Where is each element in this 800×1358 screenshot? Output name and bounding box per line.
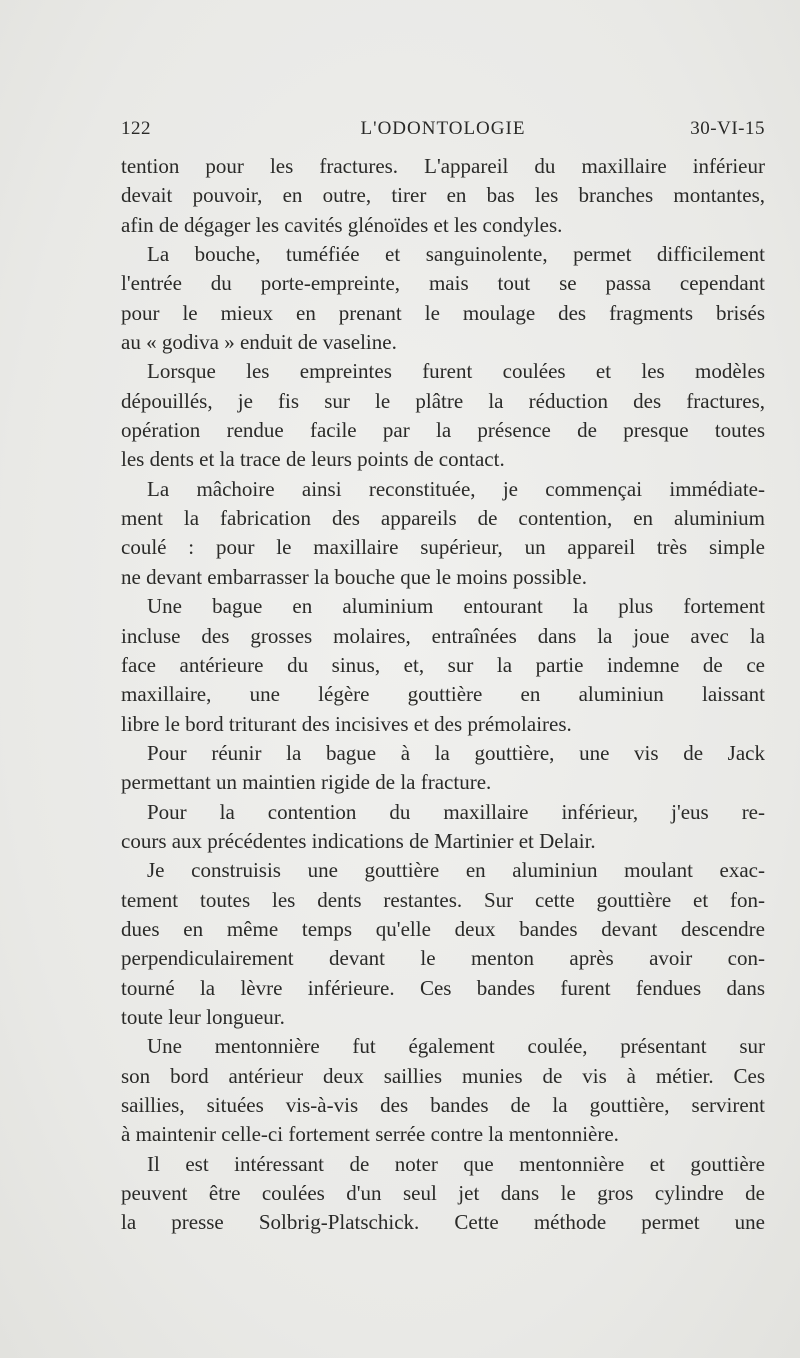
text-line: Pour la contention du maxillaire inférieur, j'eus re- [147, 799, 765, 824]
text-line: dépouillés, je fis sur le plâtre la réduction des fractures, [121, 388, 765, 413]
text-line: son bord antérieur deux saillies munies de vis à métier. Ces [121, 1063, 765, 1088]
issue-date: 30-VI-15 [690, 118, 765, 139]
text-line: opération rendue facile par la présence de presque toutes [121, 418, 765, 443]
text-line: à maintenir celle-ci fortement serrée contre la mentonnière. [121, 1122, 619, 1147]
text-line: coulé : pour le maxillaire supérieur, un appareil très simple [121, 535, 765, 560]
text-line: face antérieure du sinus, et, sur la partie indemne de ce [121, 652, 765, 677]
text-line: permettant un maintien rigide de la fracture. [121, 770, 492, 795]
text-line: les dents et la trace de leurs points de contact. [121, 447, 505, 472]
text-line: Lorsque les empreintes furent coulées et les modèles [147, 359, 765, 384]
running-header [121, 118, 765, 148]
text-line: devait pouvoir, en outre, tirer en bas les branches montantes, [121, 183, 765, 208]
text-line: La mâchoire ainsi reconstituée, je commençai immédiate- [147, 476, 765, 501]
text-line: tention pour les fractures. L'appareil du maxillaire inférieur [121, 154, 765, 178]
text-line: La bouche, tuméfiée et sanguinolente, permet difficilement [147, 242, 765, 267]
text-line: l'entrée du porte-empreinte, mais tout se passa cependant [121, 271, 765, 296]
text-line: la presse Solbrig-Platschick. Cette méthode permet une [121, 1210, 765, 1235]
text-line: perpendiculairement devant le menton après avoir con- [121, 946, 765, 971]
text-line: ne devant embarrasser la bouche que le moins possible. [121, 564, 587, 589]
text-line: Une mentonnière fut également coulée, présentant sur [147, 1034, 765, 1059]
body-text [121, 152, 765, 1238]
page-number: 122 [121, 118, 151, 139]
text-line: ment la fabrication des appareils de contention, en aluminium [121, 506, 765, 531]
text-line: Il est intéressant de noter que mentonnière et gouttière [147, 1151, 765, 1176]
text-line: saillies, situées vis-à-vis des bandes de la gouttière, servirent [121, 1093, 765, 1117]
text-line: peuvent être coulées d'un seul jet dans le gros cylindre de [121, 1181, 765, 1206]
text-line: incluse des grosses molaires, entraînées dans la joue avec la [121, 623, 765, 648]
text-line: tourné la lèvre inférieure. Ces bandes furent fendues dans [121, 975, 765, 1000]
text-line: Pour réunir la bague à la gouttière, une vis de Jack [147, 740, 765, 765]
text-line: cours aux précédentes indications de Martinier et Delair. [121, 828, 596, 853]
text-line: au « godiva » enduit de vaseline. [121, 330, 397, 355]
text-line: tement toutes les dents restantes. Sur cette gouttière et fon- [121, 887, 765, 912]
text-line: pour le mieux en prenant le moulage des fragments brisés [121, 300, 765, 325]
text-line: maxillaire, une légère gouttière en aluminiun laissant [121, 682, 765, 707]
text-line: Une bague en aluminium entourant la plus fortement [147, 594, 765, 619]
journal-title: L'ODONTOLOGIE [360, 118, 526, 139]
text-line: afin de dégager les cavités glénoïdes et les condyles. [121, 212, 563, 237]
text-line: Je construisis une gouttière en aluminiun moulant exac- [147, 858, 765, 883]
text-line: dues en même temps qu'elle deux bandes devant descendre [121, 916, 765, 941]
text-line: libre le bord triturant des incisives et des prémolaires. [121, 711, 572, 736]
text-line: toute leur longueur. [121, 1004, 285, 1029]
